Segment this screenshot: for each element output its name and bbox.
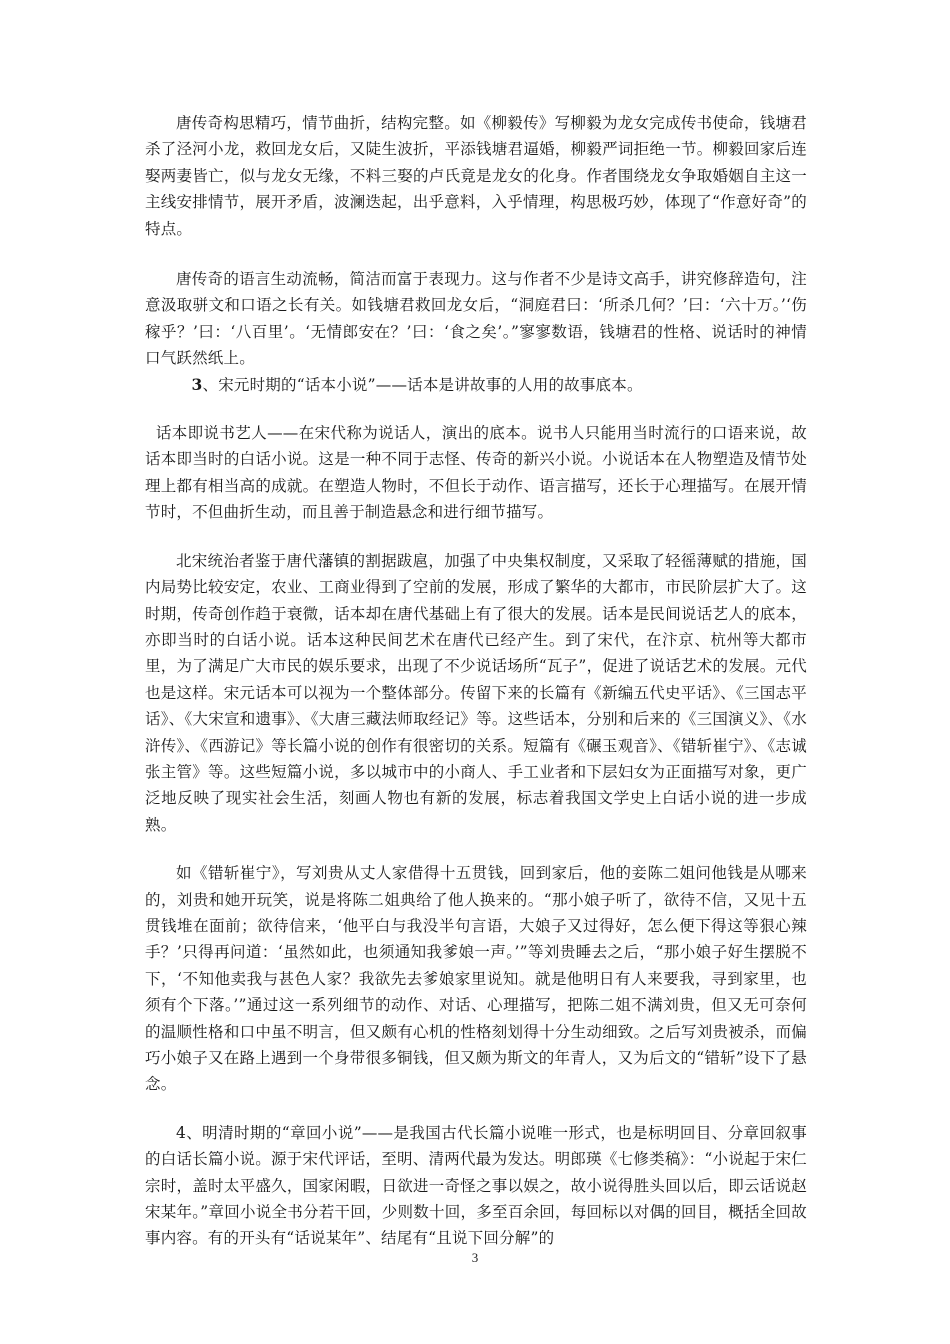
paragraph-ming-qing-zhanghui: 4、明清时期的“章回小说”——是我国古代长篇小说唯一形式，也是标明回目、分章回叙事的白话长篇小说。源于宋代评话，至明、清两代最为发达。明郎瑛《七修类稿》：“小说起于宋仁宗时，盖时太平盛久，国家闲暇，日欲进一奇怪之事以娱之，故小说得胜头回以后，即云话说赵宋某年。”章回小说全书分若干回，少则数十回，多至百余回，每回标以对偶的回目，概括全回故事内容。有的开头有“话说某年”、结尾有“且说下回分解”的 [145,1123,807,1248]
section-heading-number: 3 [191,374,203,394]
page-content [145,110,807,1252]
section-heading-text: 、宋元时期的“话本小说”——话本是讲故事的人用的故事底本。 [202,375,643,394]
paragraph-cuoning-example: 如《错斩崔宁》，写刘贵从丈人家借得十五贯钱，回到家后，他的妾陈二姐问他钱是从哪来的，刘贵和她开玩笑，说是将陈二姐典给了他人换来的。“那小娘子听了，欲待不信，又见十五贯钱堆在面前；欲待信来，‘他平白与我没半句言语，大娘子又过得好，怎么便下得这等狠心辣手？’只得再问道：‘虽然如此，也须通知我爹娘一声。’”等刘贵睡去之后，“那小娘子好生摆脱不下，‘不知他卖我与甚色人家？我欲先去爹娘家里说知。就是他明日有人来要我，寻到家里，也须有个下落。’”通过这一系列细节的动作、对话、心理描写，把陈二姐不满刘贵，但又无可奈何的温顺性格和口中虽不明言，但又颇有心机的性格刻划得十分生动细致。之后写刘贵被杀，而偏巧小娘子又在路上遇到一个身带很多铜钱，但又颇为斯文的年青人，又为后文的“错斩”设下了悬念。 [145,864,807,1094]
paragraph-tang-language: 唐传奇的语言生动流畅，简洁而富于表现力。这与作者不少是诗文高手，讲究修辞造句，注意汲取骈文和口语之长有关。如钱塘君救回龙女后，“洞庭君曰：‘所杀几何？’曰：‘六十万。’‘伤稼乎？’曰：‘八百里’。‘无情郎安在？’曰：‘食之矣’。”寥寥数语，钱塘君的性格、说话时的神情口气跃然纸上。 [145,270,807,368]
page-number: 3 [471,1250,479,1265]
section-heading-3 [145,372,807,398]
paragraph-northern-song: 北宋统治者鉴于唐代藩镇的割据跋扈，加强了中央集权制度，又采取了轻徭薄赋的措施，国内局势比较安定，农业、工商业得到了空前的发展，形成了繁华的大都市，市民阶层扩大了。这时期，传奇创作趋于衰微，话本却在唐代基础上有了很大的发展。话本是民间说话艺人的底本，亦即当时的白话小说。话本这种民间艺术在唐代已经产生。到了宋代，在汴京、杭州等大都市里，为了满足广大市民的娱乐要求，出现了不少说话场所“瓦子”，促进了说话艺术的发展。元代也是这样。宋元话本可以视为一个整体部分。传留下来的长篇有《新编五代史平话》、《三国志平话》、《大宋宣和遗事》、《大唐三藏法师取经记》等。这些话本，分别和后来的《三国演义》、《水浒传》、《西游记》等长篇小说的创作有很密切的关系。短篇有《碾玉观音》、《错斩崔宁》、《志诚张主管》等。这些短篇小说，多以城市中的小商人、手工业者和下层妇女为正面描写对象，更广泛地反映了现实社会生活，刻画人物也有新的发展，标志着我国文学史上白话小说的进一步成熟。 [145,551,807,834]
paragraph-tang-structure: 唐传奇构思精巧，情节曲折，结构完整。如《柳毅传》写柳毅为龙女完成传书使命，钱塘君杀了泾河小龙，救回龙女后，又陡生波折，平添钱塘君逼婚，柳毅严词拒绝一节。柳毅回家后连娶两妻皆亡，似与龙女无缘，不料三娶的卢氏竟是龙女的化身。作者围绕龙女争取婚姻自主这一主线安排情节，展开矛盾，波澜迭起，出乎意料，入乎情理，构思极巧妙，体现了“作意好奇”的特点。 [145,114,807,238]
paragraph-huaben-intro: 话本即说书艺人——在宋代称为说话人，演出的底本。说书人只能用当时流行的口语来说，故话本即当时的白话小说。这是一种不同于志怪、传奇的新兴小说。小说话本在人物塑造及情节处理上都有相当高的成就。在塑造人物时，不但长于动作、语言描写，还长于心理描写。在展开情节时，不但曲折生动，而且善于制造悬念和进行细节描写。 [145,424,807,522]
